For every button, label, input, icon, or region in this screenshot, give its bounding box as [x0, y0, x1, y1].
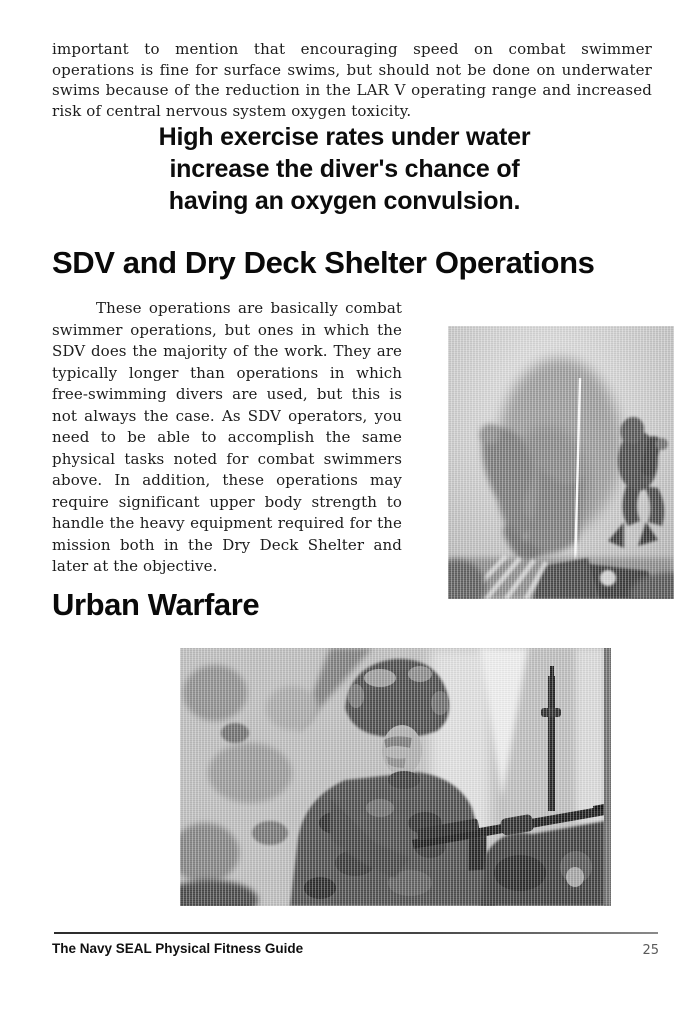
pull-quote-line-1: High exercise rates under water: [158, 123, 531, 151]
urban-section-heading: Urban Warfare: [52, 587, 260, 622]
divers-underwater-photo: [448, 326, 674, 599]
pull-quote: [0, 121, 689, 217]
pull-quote-line-3: having an oxygen convulsion.: [168, 187, 521, 215]
urban-warfare-photo: [180, 648, 611, 906]
intro-paragraph: important to mention that encouraging speed on combat swimmer operations is fine for surface swims, but should not be done on underwater swims because of the reduction in the LAR V operating range and increased risk of central nervous system oxygen toxicity.: [52, 40, 652, 120]
divers-photo-illustration: [448, 326, 674, 599]
page-number: 25: [642, 943, 659, 958]
sdv-body-paragraph: These operations are basically combat swimmer operations, but ones in which the SDV does the majority of the work. They are typically longer than operations in which free-swimming divers are used, but this is not always the case. As SDV operators, you need to be able to accomplish the same physical tasks noted for combat swimmers above. In addition, these operations may require significant upper body strength to handle the heavy equipment required for the mission both in the Dry Deck Shelter and later at the objective.: [52, 299, 402, 575]
soldier-photo-illustration: [180, 648, 611, 906]
footer-book-title: The Navy SEAL Physical Fitness Guide: [52, 941, 304, 956]
sdv-section-heading: SDV and Dry Deck Shelter Operations: [52, 245, 595, 280]
pull-quote-line-2: increase the diver's chance of: [169, 155, 520, 183]
footer-rule: [54, 932, 658, 934]
